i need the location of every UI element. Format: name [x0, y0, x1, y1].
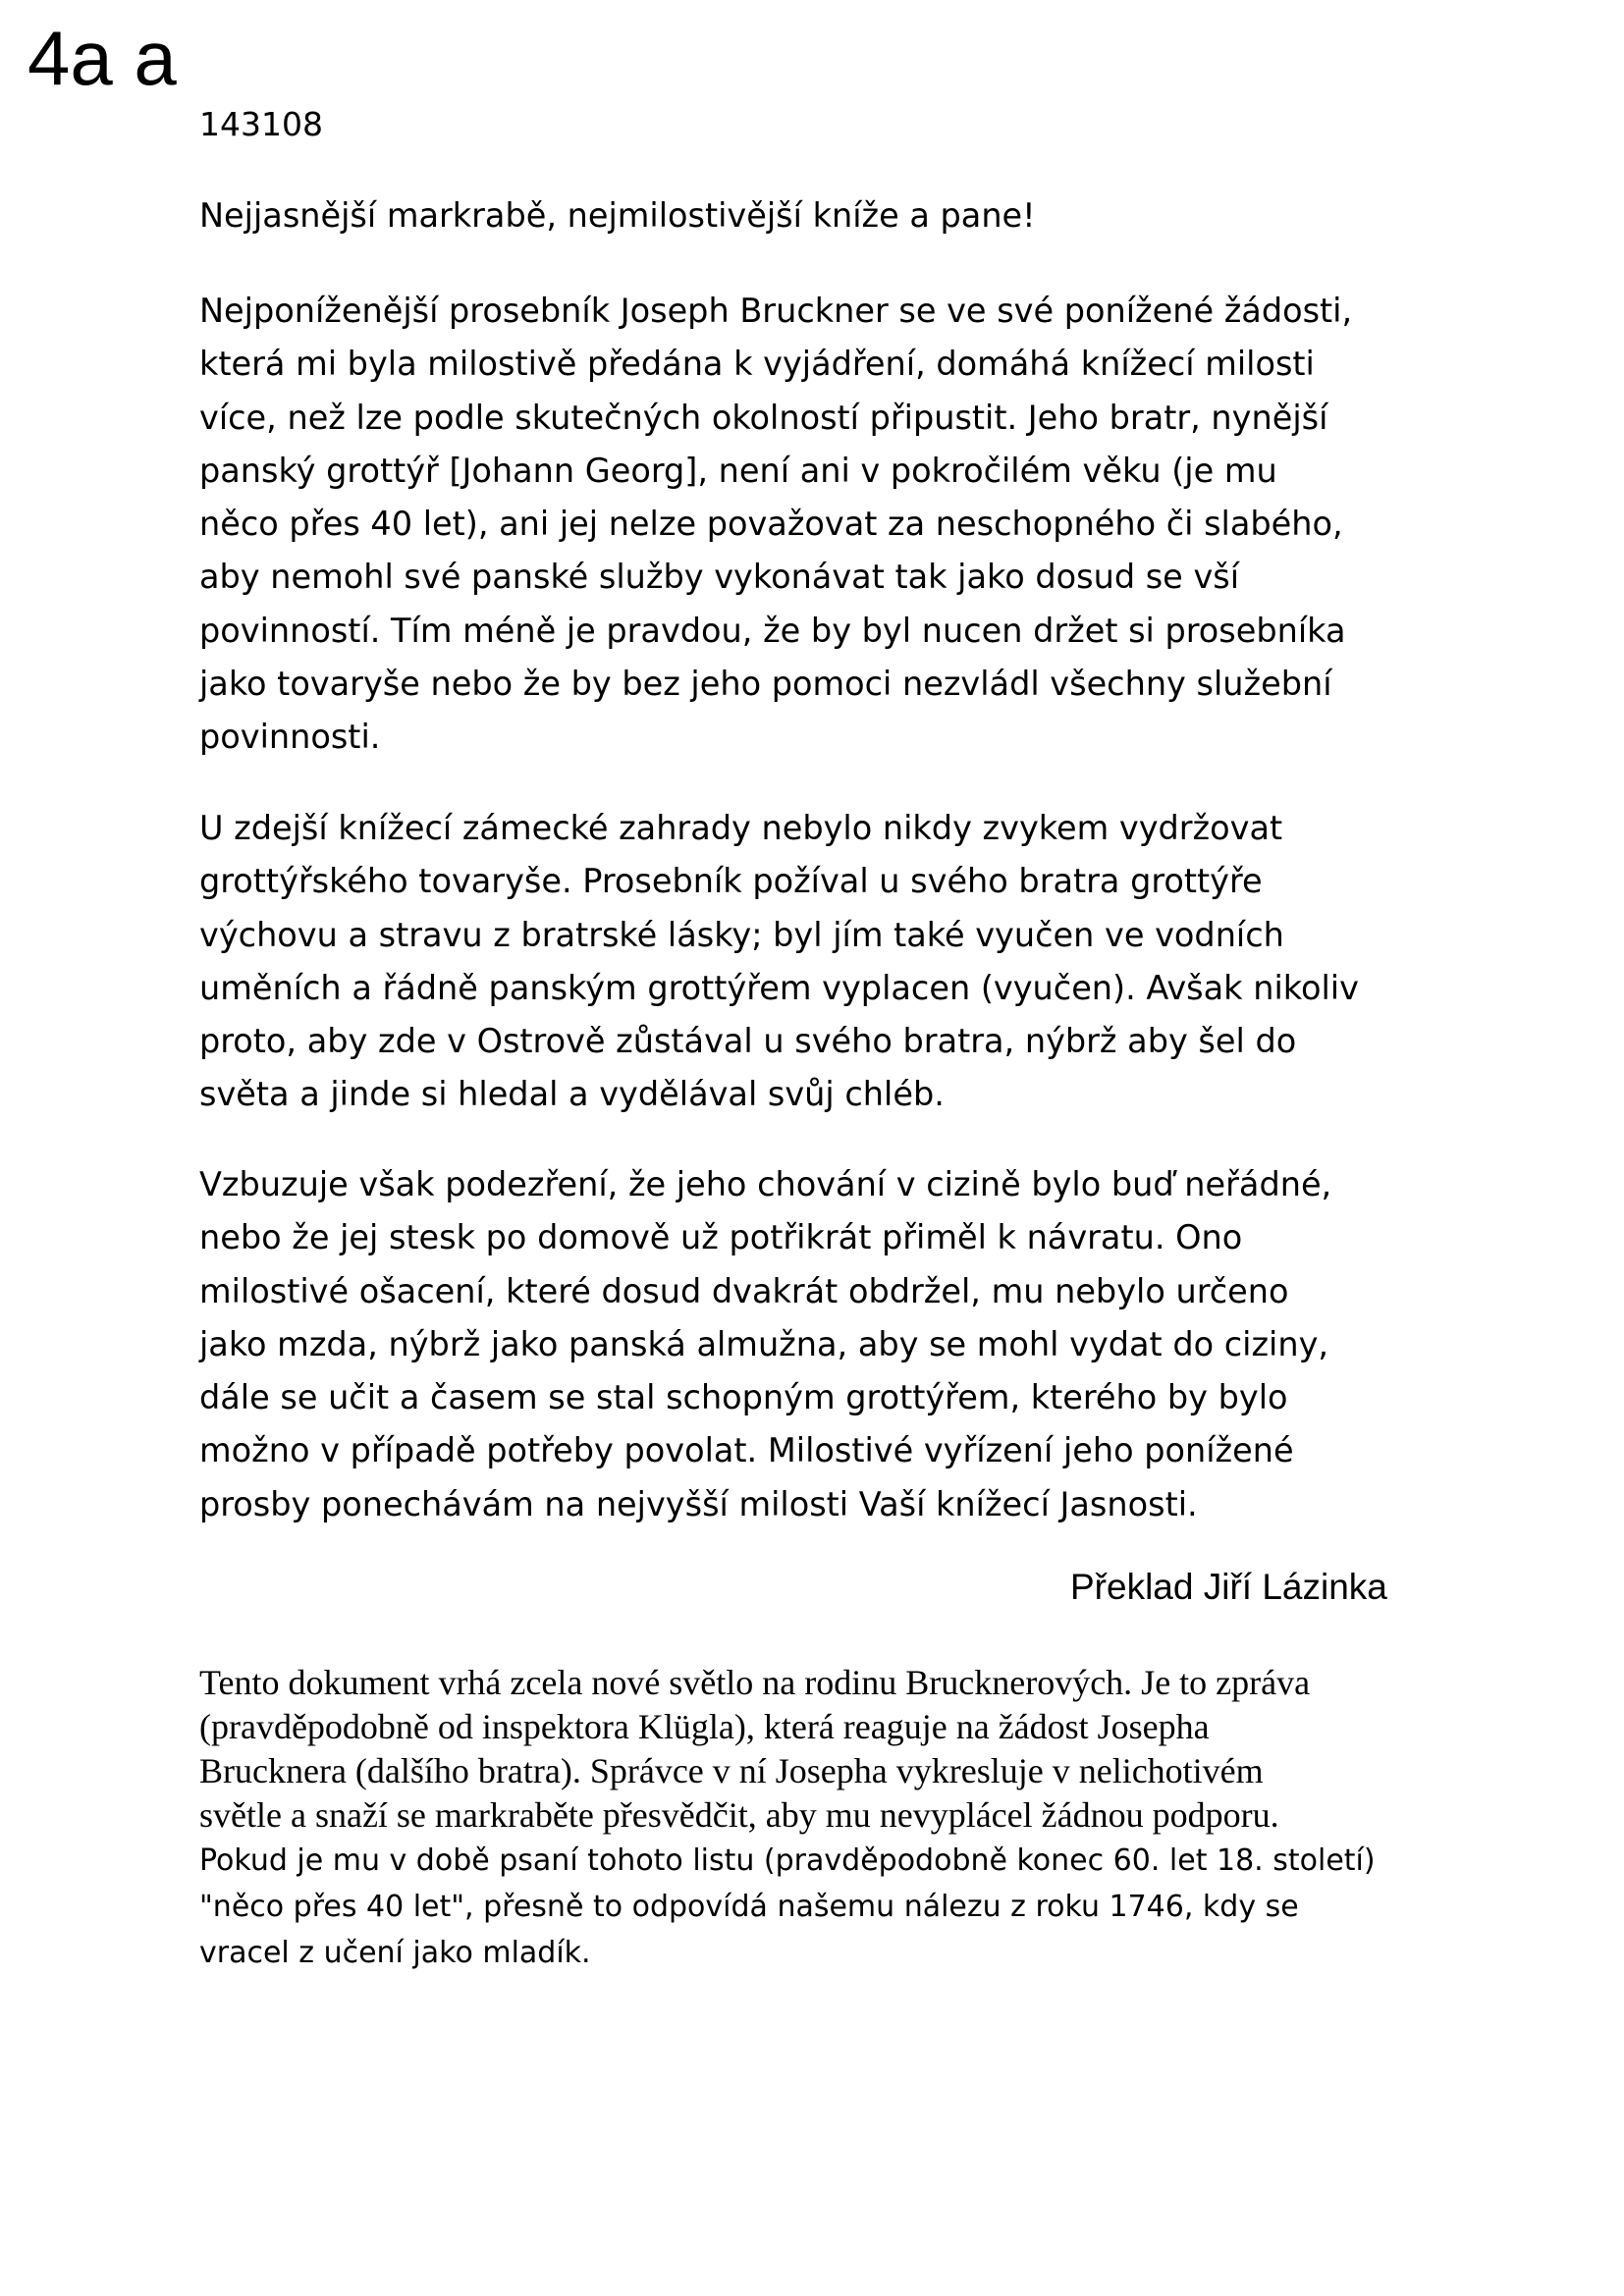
letter-paragraph-1: Nejponíženější prosebník Joseph Bruckner se ve své ponížené žádosti, která mi byla milostivě předána k vyjádření, domáhá knížecí milosti více, než lze podle skutečných okolností připustit. Jeho bratr, nynější panský grottýř [Johann Georg], není ani v pokročilém věku (je mu něco přes 40 let), ani jej nelze považovat za neschopného či slabého, aby nemohl své panské služby vykonávat tak jako dosud se vší povinností. Tím méně je pravdou, že by byl nucen držet si prosebníka jako tovaryše nebo že by bez jeho pomoci nezvládl všechny služební povinnosti. [199, 292, 1353, 757]
document-id: 143108 [199, 105, 323, 143]
letter-greeting: Nejjasnější markrabě, nejmilostivější kníže a pane! [199, 196, 1036, 235]
commentary-note-serif: Tento dokument vrhá zcela nové světlo na rodinu Brucknerových. Je to zpráva (pravděpodobně od inspektora Klügla), která reaguje na žádost Josepha Brucknera (dalšího bratra). Správce v ní Josepha vykresluje v nelichotivém světle a snaží se markraběte přesvědčit, aby mu nevyplácel žádnou podporu. [199, 1663, 1311, 1835]
page-label: 4a a [27, 15, 177, 101]
translator-credit: Překlad Jiří Lázinka [1070, 1567, 1387, 1607]
letter-paragraph-3: Vzbuzuje však podezření, že jeho chování v cizině bylo buď neřádné, nebo že jej stesk po domově už potřikrát přiměl k návratu. Ono milostivé ošacení, které dosud dvakrát obdržel, mu nebylo určeno jako mzda, nýbrž jako panská almužna, aby se mohl vydat do ciziny, dále se učit a časem se stal schopným grottýřem, kterého by bylo možno v případě potřeby povolat. Milostivé vyřízení jeho ponížené prosby ponechávám na nejvyšší milosti Vaší knížecí Jasnosti. [199, 1165, 1332, 1523]
commentary-note-sans: Pokud je mu v době psaní tohoto listu (pravděpodobně konec 60. let 18. století) "něco přes 40 let", přesně to odpovídá našemu nálezu z roku 1746, kdy se vracel z učení jako mladík. [199, 1843, 1376, 1970]
letter-paragraph-2: U zdejší knížecí zámecké zahrady nebylo nikdy zvykem vydržovat grottýřského tovaryše. Prosebník požíval u svého bratra grottýře výchovu a stravu z bratrské lásky; byl jím také vyučen ve vodních uměních a řádně panským grottýřem vyplacen (vyučen). Avšak nikoliv proto, aby zde v Ostrově zůstával u svého bratra, nýbrž aby šel do světa a jinde si hledal a vydělával svůj chléb. [199, 809, 1359, 1114]
